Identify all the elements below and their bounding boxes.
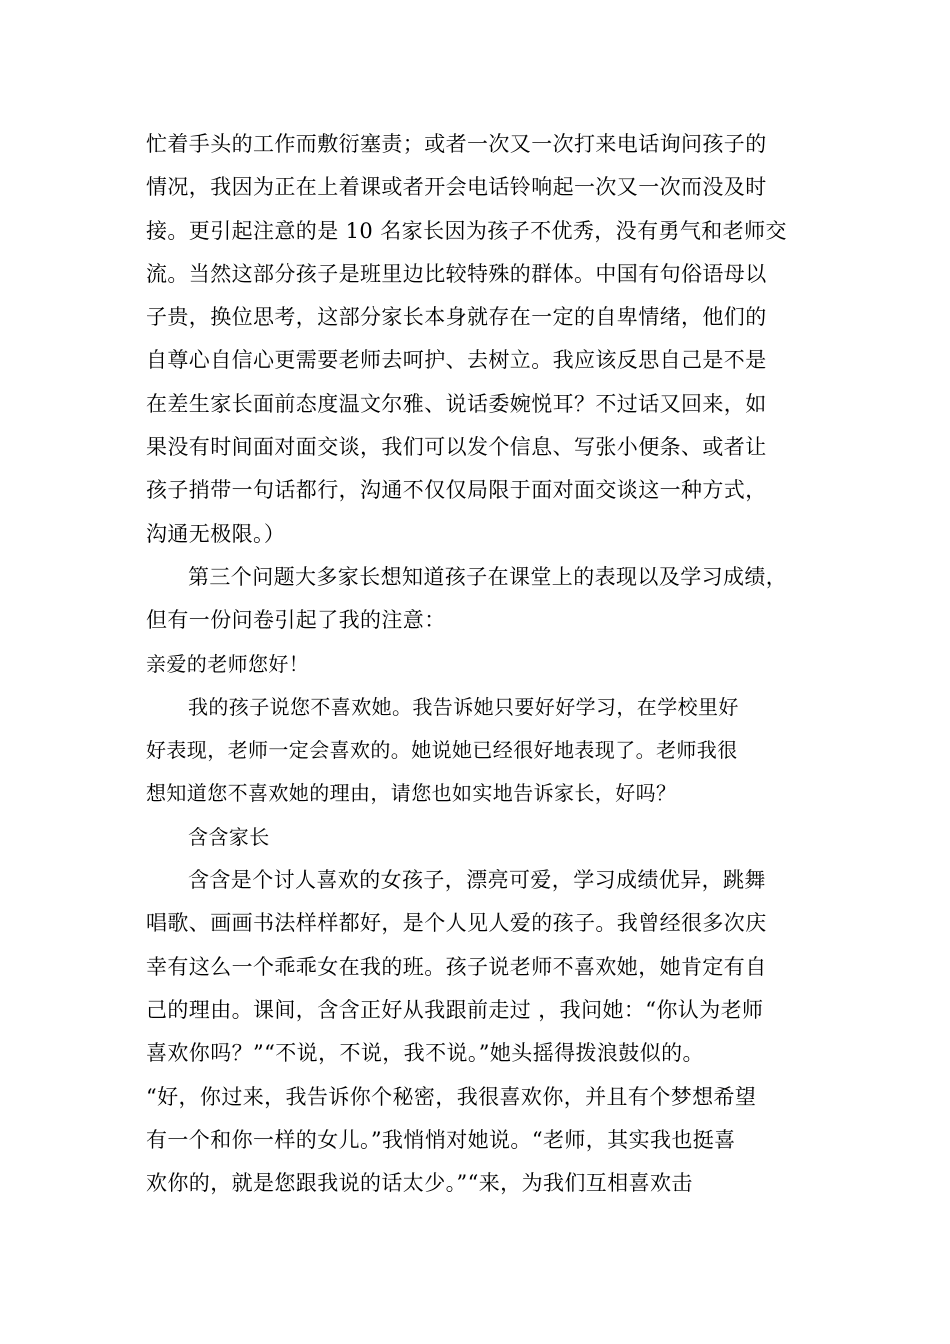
paragraph-line: 流。当然这部分孩子是班里边比较特殊的群体。中国有句俗语母以 [146,261,767,286]
paragraph-line: 子贵，换位思考，这部分家长本身就存在一定的自卑情绪，他们的 [146,305,767,330]
paragraph-line: 情况，我因为正在上着课或者开会电话铃响起一次又一次而没及时 [146,175,767,200]
paragraph-line: 果没有时间面对面交谈，我们可以发个信息、写张小便条、或者让 [146,435,767,460]
paragraph-line: 忙着手头的工作而敷衍塞责；或者一次又一次打来电话询问孩子的 [146,132,767,156]
letter-salutation: 亲爱的老师您好！ [146,651,310,676]
paragraph-line: 喜欢你吗？”“不说，不说，我不说。”她头摇得拨浪鼓似的。 [146,1041,704,1066]
paragraph-line: 沟通无极限。） [146,521,286,546]
letter-line: 好表现，老师一定会喜欢的。她说她已经很好地表现了。老师我很 [146,738,738,763]
paragraph-line: 己的理由。课间，含含正好从我跟前走过 ，我问她：“你认为老师 [146,997,764,1022]
paragraph-line: 但有一份问卷引起了我的注意： [146,608,446,633]
paragraph-line: 孩子捎带一句话都行，沟通不仅仅局限于面对面交谈这一种方式， [146,478,767,503]
letter-signature: 含含家长 [188,824,270,849]
paragraph-line: “好，你过来，我告诉你个秘密，我很喜欢你，并且有个梦想希望 [146,1084,757,1109]
paragraph-line: 唱歌、画画书法样样都好，是个人见人爱的孩子。我曾经很多次庆 [146,911,767,936]
document-body [146,123,806,1205]
paragraph-line: 欢你的，就是您跟我说的话太少。”“来，为我们互相喜欢击 [146,1171,693,1196]
paragraph-line: 第三个问题大多家长想知道孩子在课堂上的表现以及学习成绩， [188,564,788,589]
paragraph-line: 幸有这么一个乖乖女在我的班。孩子说老师不喜欢她，她肯定有自 [146,954,767,979]
letter-line: 我的孩子说您不喜欢她。我告诉她只要好好学习，在学校里好 [188,694,739,719]
paragraph-line: 含含是个讨人喜欢的女孩子，漂亮可爱，学习成绩优异，跳舞 [188,868,766,893]
paragraph-line: 有一个和你一样的女儿。”我悄悄对她说。“老师，其实我也挺喜 [146,1127,736,1152]
paragraph-line: 在差生家长面前态度温文尔雅、说话委婉悦耳？不过话又回来，如 [146,391,767,416]
paragraph-line: 接。更引起注意的是 10 名家长因为孩子不优秀，没有勇气和老师交 [146,218,787,243]
paragraph-line: 自尊心自信心更需要老师去呵护、去树立。我应该反思自己是不是 [146,348,767,373]
letter-line: 想知道您不喜欢她的理由，请您也如实地告诉家长，好吗？ [146,781,677,806]
